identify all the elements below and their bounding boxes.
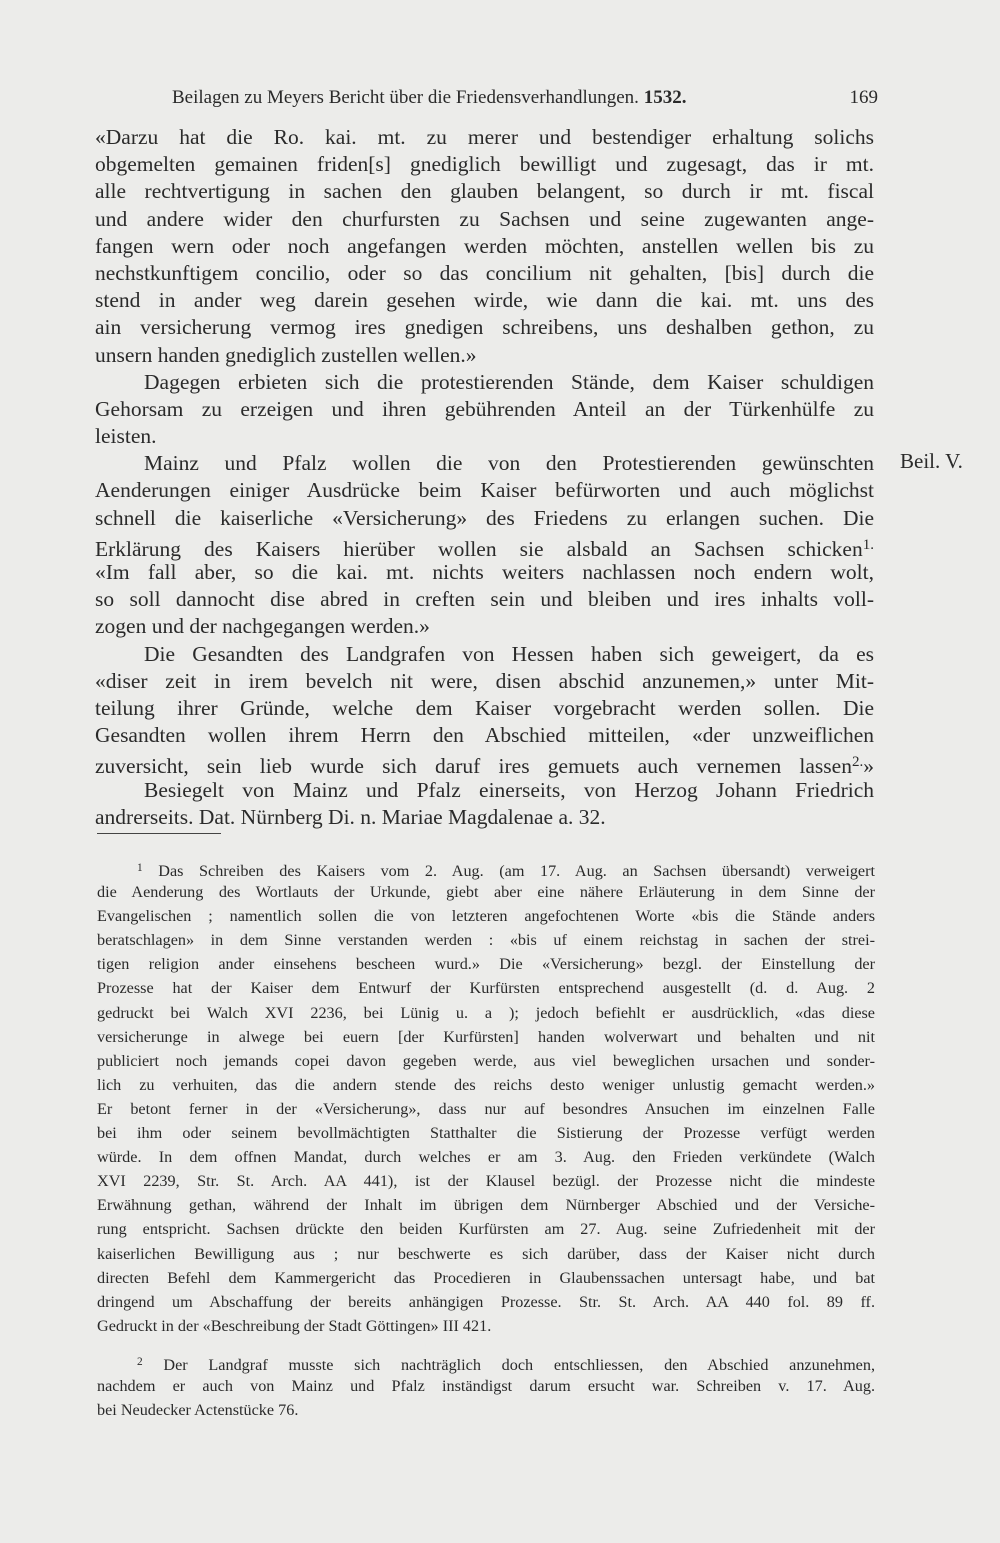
footnote-line: bei ihm oder seinem bevollmächtigten Statthalter die Sistierung der Prozesse verfügt werden xyxy=(97,1124,875,1143)
text-line: unsern handen gnediglich zustellen wellen.» xyxy=(95,342,477,367)
text-line: leisten. xyxy=(95,424,157,449)
closing-quote: » xyxy=(863,754,874,779)
text-line: zogen und der nachgegangen werden.» xyxy=(95,614,430,639)
footnote-number: 2 xyxy=(137,1355,143,1368)
footnote-line: XVI 2239, Str. St. Arch. AA 441), ist der Klausel bezügl. der Prozesse nicht die mindeste xyxy=(97,1172,875,1191)
header-year: 1532. xyxy=(643,87,687,108)
footnote-line: lich zu verhuiten, das die andern stende des reichs desto weniger unlustig gemacht werden.» xyxy=(97,1075,875,1094)
text-line: Gesandten wollen ihrem Herrn den Abschied mitteilen, «der unzweiflichen xyxy=(95,723,874,748)
footnotes xyxy=(97,856,875,1422)
text-line-with-note xyxy=(95,749,874,779)
footnote-line: beratschlagen» in dem Sinne verstanden werden : «bis uf einem reichstag in sachen der strei- xyxy=(97,931,875,950)
text-line: Besiegelt von Mainz und Pfalz einerseits, von Herzog Johann Friedrich xyxy=(144,777,874,802)
text-line: Gehorsam zu erzeigen und ihren gebührenden Anteil an der Türkenhülfe zu xyxy=(95,396,874,421)
footnote-line: würde. In dem offnen Mandat, durch welches er am 3. Aug. den Frieden verkündete (Walch xyxy=(97,1148,875,1167)
text-line: Erklärung des Kaisers hierüber wollen sie alsbald an Sachsen schicken xyxy=(95,536,863,561)
footnote-line: tigen religion ander einsehens bescheen wurd.» Die «Versicherung» bezgl. der Einstellung der xyxy=(97,955,875,974)
text-line: schnell die kaiserliche «Versicherung» des Friedens zu erlangen suchen. Die xyxy=(95,505,874,530)
text-line: alle rechtvertigung in sachen den glauben belangent, so durch ir mt. fiscal xyxy=(95,179,874,204)
text-line: stend in ander weg darein gesehen wirde, wie dann die kai. mt. uns des xyxy=(95,288,874,313)
text-line-with-note xyxy=(95,532,874,559)
footnote-line: Gedruckt in der «Beschreibung der Stadt Göttingen» III 421. xyxy=(97,1316,492,1335)
footnote-line: kaiserlichen Bewilligung aus ; nur beschwerte es sich darüber, dass der Kaiser nicht durch xyxy=(97,1244,875,1263)
footnote-line: Erwähnung gethan, während der Inhalt im übrigen dem Nürnberger Abschied und der Versiche- xyxy=(97,1196,875,1215)
footnote-2 xyxy=(97,1350,875,1422)
main-text xyxy=(95,124,874,831)
footnote-line: die Aenderung des Wortlauts der Urkunde, giebt aber eine nähere Erläuterung in dem Sinne der xyxy=(97,883,875,902)
text-line: Mainz und Pfalz wollen die von den Protestierenden gewünschten xyxy=(144,451,874,476)
footnote-line: directen Befehl dem Kammergericht das Procedieren in Glaubenssachen untersagt habe, und bat xyxy=(97,1268,875,1287)
footnote-number: 1 xyxy=(137,862,143,874)
footnote-1 xyxy=(97,856,875,1338)
text-line: obgemelten gemainen friden[s] gnediglich bewilligt und zugesagt, das ir mt. xyxy=(95,152,874,177)
text-line: «Darzu hat die Ro. kai. mt. zu merer und bestendiger erhaltung solichs xyxy=(95,125,874,149)
text-line: so soll dannocht dise abred in creften sein und bleiben und ires inhalts voll- xyxy=(95,587,874,612)
footnote-text: Das Schreiben des Kaisers vom 2. Aug. (am 17. Aug. an Sachsen übersandt) verweigert xyxy=(158,862,875,881)
text-line: Die Gesandten des Landgrafen von Hessen haben sich geweigert, da es xyxy=(144,641,874,666)
running-header xyxy=(172,84,878,112)
page-number: 169 xyxy=(849,87,878,108)
footnote-text: Der Landgraf musste sich nachträglich doch entschliessen, den Abschied anzunehmen, xyxy=(163,1355,875,1374)
text-line: nechstkunftigem concilio, oder so das concilium nit gehalten, [bis] durch die xyxy=(95,260,874,285)
margin-note: Beil. V. xyxy=(900,449,963,473)
footnote-line: rung entspricht. Sachsen drückte den beiden Kurfürsten am 27. Aug. seine Zufriedenheit mit der xyxy=(97,1220,875,1239)
footnote-line: dringend um Abschaffung der bereits anhängigen Prozesse. Str. St. Arch. AA 440 fol. 89 ff. xyxy=(97,1292,875,1311)
text-line: teilung ihrer Gründe, welche dem Kaiser vorgebracht werden sollen. Die xyxy=(95,695,874,720)
footnote-line: versicherunge in alwege bei euern [der Kurfürsten] handen wolverwart und behalten und nit xyxy=(97,1027,875,1046)
text-line: und andere wider den churfursten zu Sachsen und seine zugewanten ange- xyxy=(95,206,874,231)
text-line: Dagegen erbieten sich die protestierenden Stände, dem Kaiser schuldigen xyxy=(144,369,874,394)
running-title: Beilagen zu Meyers Bericht über die Friedensverhandlungen. xyxy=(172,87,639,108)
footnote-line: bei Neudecker Actenstücke 76. xyxy=(97,1401,299,1420)
text-line: Aenderungen einiger Ausdrücke beim Kaiser befürworten und auch möglichst xyxy=(95,478,874,503)
text-line: zuversicht, sein lieb wurde sich daruf ires gemuets auch vernemen lassen xyxy=(95,754,852,779)
footnote-line: Er betont ferner in der «Versicherung», dass nur auf besondres Ansuchen im einzelnen Falle xyxy=(97,1099,875,1118)
text-line: «diser zeit in irem bevelch nit were, disen abschid anzunemen,» unter Mit- xyxy=(95,668,874,693)
footnote-line: publiciert noch jemands copei davon gegeben werde, aus viel beweglichen ursachen und sonder- xyxy=(97,1051,875,1070)
footnote-line: Prozesse hat der Kaiser dem Entwurf der Kurfürsten entsprechend ausgestellt (d. d. Aug. 2 xyxy=(97,979,875,998)
footnote-line: gedruckt bei Walch XVI 2236, bei Lünig u. a ); jedoch befiehlt er ausdrücklich, «das diese xyxy=(97,1003,875,1022)
footnote-line xyxy=(97,1350,875,1374)
footnote-separator xyxy=(97,833,221,834)
footnote-reference-2: 2. xyxy=(851,754,864,771)
footnote-line: Evangelischen ; namentlich sollen die von letzteren angefochtenen Worte «bis die Stände anders xyxy=(97,907,875,926)
text-line: andrerseits. Dat. Nürnberg Di. n. Mariae Magdalenae a. 32. xyxy=(95,804,606,829)
text-line: ain versicherung vermog ires gnedigen schreibens, uns deshalben gethon, zu xyxy=(95,315,874,340)
footnote-line xyxy=(97,856,875,880)
text-line: «Im fall aber, so die kai. mt. nichts weiters nachlassen noch endern wolt, xyxy=(95,560,874,584)
footnote-reference-1: 1. xyxy=(862,536,874,553)
text-line: fangen wern oder noch angefangen werden möchten, anstellen wellen bis zu xyxy=(95,233,874,258)
footnote-line: nachdem er auch von Mainz und Pfalz inständigst darum ersucht war. Schreiben v. 17. Aug. xyxy=(97,1376,875,1395)
